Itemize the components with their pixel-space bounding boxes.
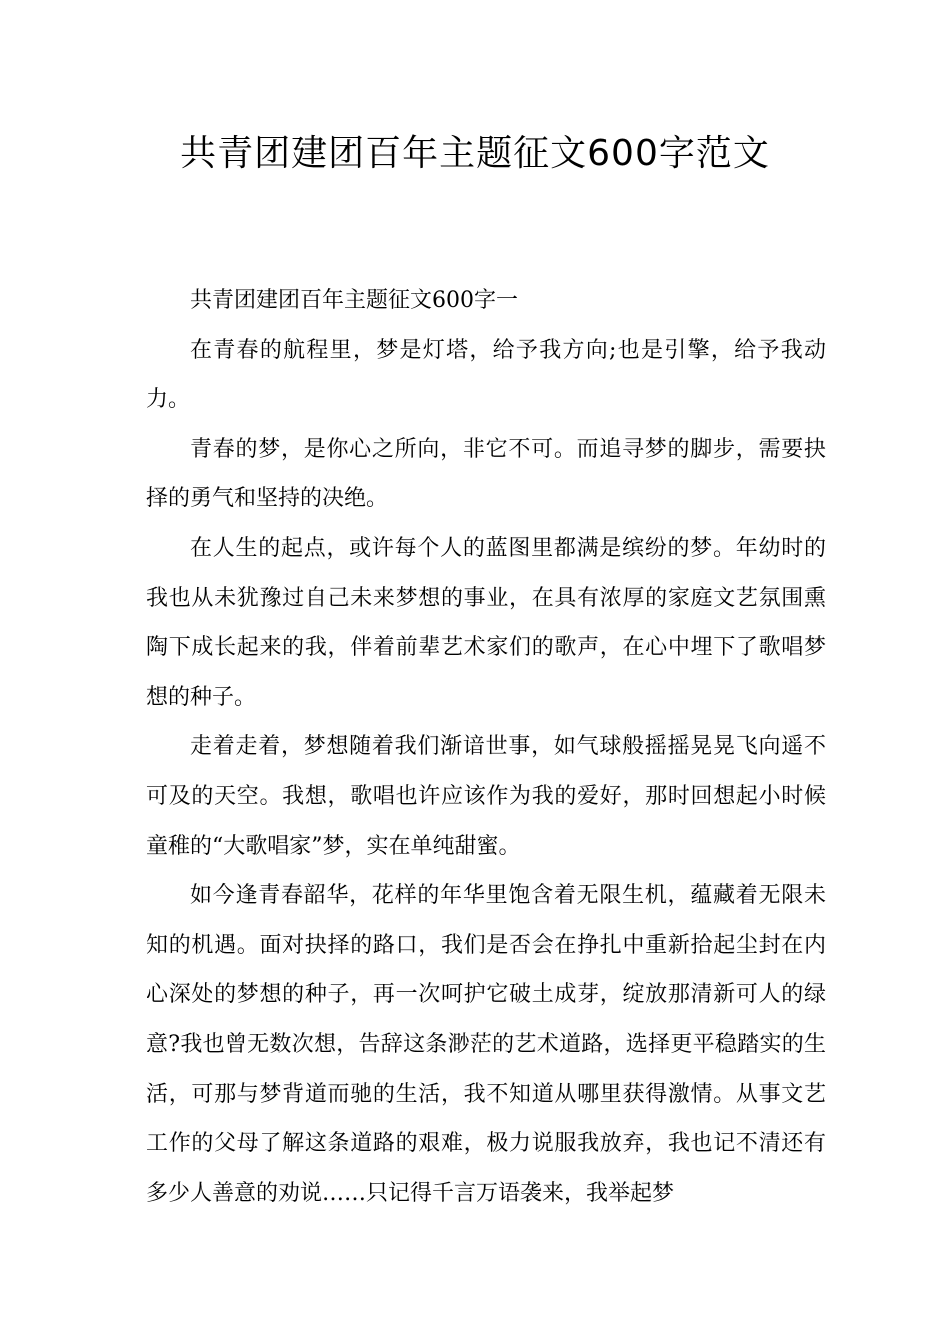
document-title: 共青团建团百年主题征文600字范文 [180,133,770,174]
document-body [146,276,826,1218]
paragraph: 在人生的起点，或许每个人的蓝图里都满是缤纷的梦。年幼时的我也从未犹豫过自己未来梦想的事业，在具有浓厚的家庭文艺氛围熏陶下成长起来的我，伴着前辈艺术家们的歌声，在心中埋下了歌唱梦想的种子。 [146,535,826,710]
paragraph: 走着走着，梦想随着我们渐谙世事，如气球般摇摇晃晃飞向遥不可及的天空。我想，歌唱也许应该作为我的爱好，那时回想起小时候童稚的“大歌唱家”梦，实在单纯甜蜜。 [146,734,826,859]
paragraph-subtitle: 共青团建团百年主题征文600字一 [190,288,518,313]
paragraph: 如今逢青春韶华，花样的年华里饱含着无限生机，蕴藏着无限未知的机遇。面对抉择的路口，我们是否会在挣扎中重新拾起尘封在内心深处的梦想的种子，再一次呵护它破土成芽，绽放那清新可人的绿意?我也曾无数次想，告辞这条渺茫的艺术道路，选择更平稳踏实的生活，可那与梦背道而驰的生活，我不知道从哪里获得激情。从事文艺工作的父母了解这条道路的艰难，极力说服我放弃，我也记不清还有多少人善意的劝说……只记得千言万语袭来，我举起梦 [146,883,826,1206]
paragraph: 青春的梦，是你心之所向，非它不可。而追寻梦的脚步，需要抉择的勇气和坚持的决绝。 [146,436,826,512]
paragraph: 在青春的航程里，梦是灯塔，给予我方向;也是引擎，给予我动力。 [146,337,826,413]
